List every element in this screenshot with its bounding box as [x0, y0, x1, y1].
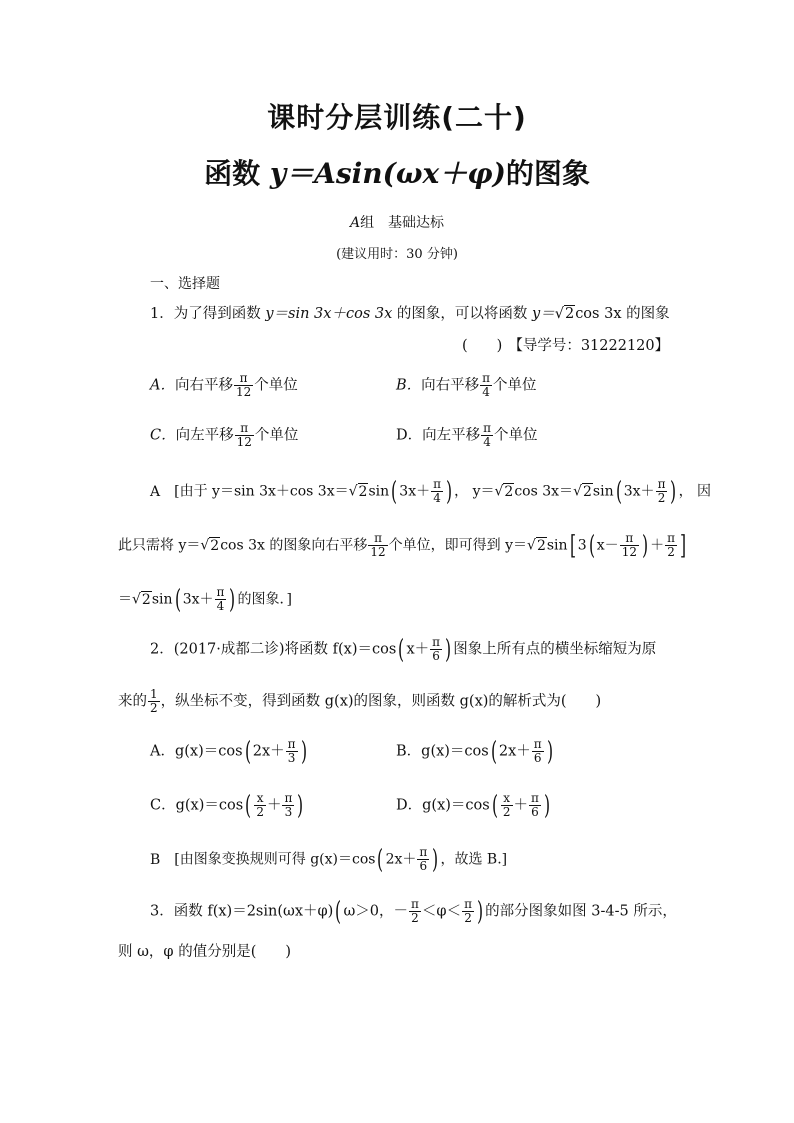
explanation-text: 2x＋	[385, 851, 417, 868]
fraction-denominator: 2	[657, 491, 666, 505]
fraction	[430, 636, 442, 663]
sqrt-value: 2	[564, 306, 575, 322]
q3-stem-text: 则 ω，φ 的值分别是( )	[118, 944, 292, 960]
fraction-numerator: π	[234, 372, 253, 386]
fraction-numerator: π	[368, 532, 387, 546]
q2-option-c: C．g(x)＝cos( $\frac{x}{2}$ ＋ $\frac{\pi}{3}$ )	[150, 790, 304, 821]
fraction-numerator: π	[620, 532, 639, 546]
fraction	[656, 478, 668, 505]
option-letter: D．	[396, 797, 423, 814]
option-text: g(x)＝cos	[175, 797, 244, 814]
group-label: 组 基础达标	[360, 215, 445, 231]
fraction	[501, 792, 513, 819]
q2-option-a: A．g(x)＝cos( 2x＋ $\frac{\pi}{3}$ )	[150, 736, 307, 767]
q2-stem-text: 2．(2017·成都二诊)将函数 f(x)＝cos	[150, 641, 397, 658]
fraction-denominator: 6	[419, 859, 428, 873]
option-text: 向右平移	[174, 377, 233, 394]
q2-stem-line2	[118, 688, 601, 715]
explanation-text: ， y＝	[454, 483, 495, 500]
fraction	[215, 586, 227, 613]
q2-stem-text: ，纵坐标不变，得到函数 g(x)的图象，则函数 g(x)的解析式为( )	[160, 693, 602, 710]
fraction	[254, 792, 266, 819]
option-letter: B．	[396, 743, 422, 760]
group-letter: A	[349, 215, 361, 231]
sqrt-value: 2	[358, 483, 368, 500]
q2-option-d: D．g(x)＝cos( $\frac{x}{2}$ ＋ $\frac{\pi}{6}$ )	[396, 790, 551, 821]
answer-letter: A	[150, 483, 161, 500]
option-letter: A．	[150, 743, 175, 760]
fraction-denominator: 3	[284, 805, 293, 819]
option-text: 向左平移	[422, 427, 481, 444]
page-title: 课时分层训练(二十)	[267, 101, 527, 134]
q2-explanation: B [由图象变换规则可得 g(x)＝cos( 2x＋ $\frac{\pi}{6}$ ) ，故选 B.]	[150, 844, 508, 875]
explanation-text: cos 3x 的图象向右平移	[220, 537, 368, 554]
fraction-numerator: π	[531, 791, 539, 805]
q3-stem-text: ω＞0，－	[343, 903, 409, 920]
q3-stem-text: 的部分图象如图 3-4-5 所示，	[485, 903, 677, 920]
explanation-text: cos 3x＝	[514, 483, 574, 500]
option-letter: D．	[396, 427, 423, 444]
option-text: 个单位	[493, 377, 537, 394]
fraction-denominator: 2	[667, 545, 675, 559]
fraction-numerator: π	[432, 635, 441, 649]
q2-stem-line1: 2．(2017·成都二诊)将函数 f(x)＝cos( x＋ $\frac{\pi}{6}$ ) 图象上所有点的横坐标缩短为原	[150, 634, 657, 665]
fraction-numerator: π	[433, 477, 441, 491]
q1-stem-text: 的图象，可以将函数	[392, 306, 532, 322]
group-heading	[0, 212, 794, 232]
q1-option-c	[150, 422, 298, 449]
fraction	[481, 422, 493, 449]
fraction-numerator: π	[287, 737, 296, 751]
section-heading: 一、选择题	[150, 276, 220, 292]
q1-stem: 1．为了得到函数 y＝sin 3x＋cos 3x 的图象，可以将函数 y＝√2cos 3x 的图象	[150, 306, 670, 322]
explanation-text: [由图象变换规则可得 g(x)＝cos	[174, 851, 376, 868]
fraction-numerator: x	[501, 792, 513, 806]
q1-answer-row	[462, 336, 669, 356]
fraction-numerator: x	[254, 792, 266, 806]
fraction-numerator: π	[284, 791, 293, 805]
fraction-denominator: 4	[216, 599, 225, 613]
fraction-numerator: π	[667, 531, 676, 545]
option-letter: A．	[150, 377, 175, 394]
subtitle-formula: y＝Asin(ωx＋φ)	[269, 157, 506, 190]
fraction	[282, 792, 294, 819]
answer-letter: B	[150, 851, 161, 868]
subtitle-prefix: 函数	[204, 157, 270, 190]
q2-stem-text: x＋	[406, 641, 430, 658]
fraction-numerator: π	[483, 421, 492, 435]
explanation-text: ， 因	[678, 483, 712, 500]
explanation-text: x－	[596, 537, 619, 554]
option-text: 个单位	[494, 427, 538, 444]
fraction	[148, 688, 160, 715]
sqrt-value: 2	[210, 537, 220, 554]
explanation-text: ＝	[118, 591, 132, 608]
explanation-text: sin	[151, 591, 173, 608]
fraction	[368, 532, 387, 559]
option-letter: C．	[150, 427, 176, 444]
option-text: g(x)＝cos	[422, 797, 490, 814]
q3-stem-text: 3．函数 f(x)＝2sin(ωx＋φ)	[150, 903, 334, 920]
q1-option-b	[396, 372, 537, 399]
fraction	[431, 478, 443, 505]
fraction-denominator: 12	[621, 545, 637, 559]
q1-option-a	[150, 372, 298, 399]
answer-blank: ( )	[462, 338, 503, 354]
fraction-denominator: 4	[433, 491, 441, 505]
q2-stem-text: 图象上所有点的横坐标缩短为原	[453, 641, 657, 658]
subtitle-suffix: 的图象	[505, 157, 590, 190]
q1-explanation-line3: ＝√2sin( 3x＋ $\frac{\pi}{4}$ ) 的图象．]	[118, 584, 293, 615]
fraction-denominator: 6	[533, 751, 542, 765]
sqrt-value: 2	[582, 483, 592, 500]
fraction	[620, 532, 639, 559]
q1-stem-text: 的图象	[621, 306, 670, 322]
fraction-denominator: 2	[256, 805, 264, 819]
fraction-denominator: 4	[482, 385, 490, 399]
q3-stem-text: ＜φ＜	[421, 903, 462, 920]
page-subtitle	[0, 152, 794, 192]
fraction-denominator: 12	[370, 545, 386, 559]
fraction-numerator: 1	[150, 687, 158, 701]
fraction-denominator: 2	[150, 701, 158, 715]
explanation-text: 3	[577, 537, 587, 554]
q3-stem-line2	[118, 942, 291, 962]
fraction-numerator: π	[216, 585, 225, 599]
explanation-text: sin	[368, 483, 390, 500]
fraction-denominator: 6	[531, 805, 539, 819]
option-text: 个单位	[254, 427, 299, 444]
explanation-text: sin	[546, 537, 568, 554]
explanation-text: ，故选 B.]	[440, 851, 508, 868]
option-text: g(x)＝cos	[421, 743, 489, 760]
fraction	[286, 738, 298, 765]
sqrt-value: 2	[504, 483, 514, 500]
option-text: 2x＋	[498, 743, 531, 760]
q1-func2: cos 3x	[575, 306, 622, 322]
fraction-numerator: π	[533, 737, 542, 751]
fraction	[417, 846, 429, 873]
fraction-denominator: 4	[483, 435, 491, 449]
fraction	[480, 372, 492, 399]
q1-explanation-line1: A [由于 y＝sin 3x＋cos 3x＝√2sin( 3x＋ $\frac{\pi}{4}$ ) ， y＝√2cos 3x＝√2sin( 3x＋ $\frac{\pi}{2}$ ) ， 因	[150, 476, 712, 507]
fraction-numerator: π	[411, 897, 419, 911]
option-letter: B．	[396, 377, 422, 394]
q1-func1: y＝sin 3x＋cos 3x	[265, 306, 393, 322]
fraction	[235, 422, 254, 449]
fraction	[665, 532, 677, 559]
q1-option-d	[396, 422, 538, 449]
explanation-text: 此只需将 y＝	[118, 537, 201, 554]
sqrt-value: 2	[141, 591, 151, 608]
fraction-numerator: π	[482, 371, 491, 385]
option-text: 2x＋	[252, 743, 285, 760]
option-text: 向左平移	[175, 427, 234, 444]
fraction	[462, 898, 474, 925]
fraction	[532, 738, 544, 765]
fraction-denominator: 12	[236, 435, 252, 449]
fraction-numerator: π	[464, 897, 472, 911]
q2-stem-text: 来的	[118, 693, 147, 710]
explanation-text: 3x＋	[399, 483, 431, 500]
explanation-text: 3x＋	[182, 591, 214, 608]
option-letter: C．	[150, 797, 176, 814]
explanation-text: [由于 y＝sin 3x＋cos 3x＝	[174, 483, 349, 500]
fraction	[234, 372, 253, 399]
guide-number: 【导学号：31222120】	[508, 338, 670, 354]
q1-stem-text: 1．为了得到函数	[150, 306, 266, 322]
fraction-denominator: 3	[287, 751, 296, 765]
fraction-numerator: π	[235, 422, 254, 436]
fraction-numerator: π	[657, 477, 666, 491]
q2-option-b: B．g(x)＝cos( 2x＋ $\frac{\pi}{6}$ )	[396, 736, 553, 767]
fraction-denominator: 2	[411, 911, 419, 925]
fraction	[409, 898, 421, 925]
fraction-numerator: π	[419, 845, 428, 859]
q1-func2: y＝	[532, 306, 555, 322]
explanation-text: 的图象．]	[237, 591, 293, 608]
fraction-denominator: 2	[502, 805, 511, 819]
option-text: 个单位	[254, 377, 298, 394]
q1-explanation-line2: 此只需将 y＝√2cos 3x 的图象向右平移 $\frac{\pi}{12}$ 个单位，即可得到 y＝√2sin[ 3( x－ $\frac{\pi}{12}$ ) ＋ $\frac{\pi}{2}$ ]	[118, 530, 687, 561]
option-text: g(x)＝cos	[174, 743, 243, 760]
fraction	[529, 792, 541, 819]
option-text: 向右平移	[421, 377, 480, 394]
explanation-text: 个单位，即可得到 y＝	[388, 537, 528, 554]
q3-stem-line1: 3．函数 f(x)＝2sin(ωx＋φ)( ω＞0，－ $\frac{\pi}{2}$ ＜φ＜ $\frac{\pi}{2}$ ) 的部分图象如图 3-4-5 所示，	[150, 896, 677, 927]
time-hint: (建议用时：30 分钟)	[336, 247, 458, 262]
fraction-denominator: 6	[432, 649, 440, 663]
explanation-text: sin	[592, 483, 614, 500]
fraction-denominator: 12	[235, 385, 252, 399]
fraction-denominator: 2	[464, 911, 472, 925]
explanation-text: 3x＋	[623, 483, 655, 500]
sqrt-value: 2	[536, 537, 546, 554]
